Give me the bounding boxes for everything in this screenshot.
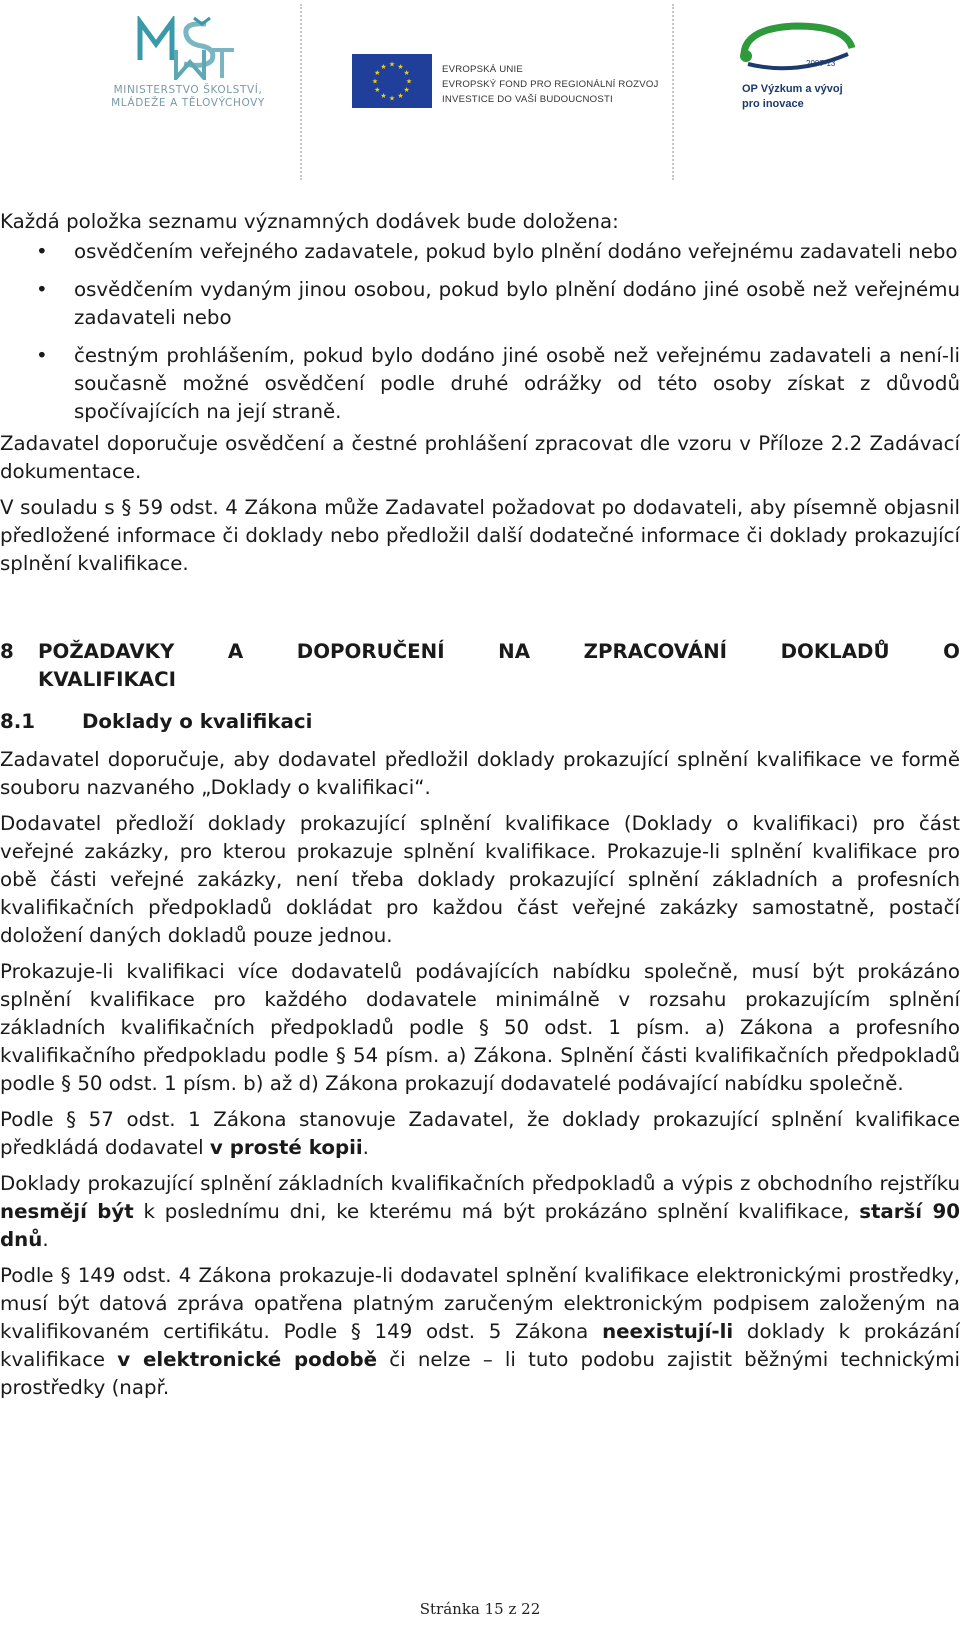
eu-star-icon: ★	[403, 69, 410, 77]
op-vavpi-logo	[736, 18, 860, 118]
eu-star-icon: ★	[374, 69, 381, 77]
msmt-line-1: MINISTERSTVO ŠKOLSTVÍ,	[113, 84, 263, 96]
eu-line-1: EVROPSKÁ UNIE	[442, 64, 523, 75]
eu-line-3: INVESTICE DO VAŠÍ BUDOUCNOSTI	[442, 94, 613, 105]
section-heading-8	[0, 638, 960, 694]
paragraph: V souladu s § 59 odst. 4 Zákona může Zadavatel požadovat po dodavateli, aby písemně objasnil předložené informace či doklady nebo předložil další dodatečné informace či doklady prokazující splnění kvalifikace.	[0, 496, 960, 575]
list-item-text: osvědčením vydaným jinou osobou, pokud bylo plnění dodáno jiné osobě než veřejnému zadavateli nebo	[74, 278, 960, 329]
section-title-word: A	[227, 640, 244, 663]
eu-star-icon: ★	[397, 62, 404, 71]
paragraph	[0, 1262, 960, 1402]
text-run: .	[362, 1136, 369, 1159]
header-divider	[300, 4, 302, 180]
text-run: či nelze – li tuto podobu zajistit běžnými technickými prostředky (např.	[0, 1348, 960, 1399]
paragraph: Prokazuje-li kvalifikaci více dodavatelů podávajících nabídku společně, musí být prokázáno splnění kvalifikace pro každého dodavatele minimálně v rozsahu prokazujícím splnění základních kvalifikačních předpokladů podle § 50 odst. 1 písm. a) Zákona a profesního kvalifikačního předpokladu podle § 54 písm. a) Zákona. Splnění části kvalifikačních předpokladů podle § 50 odst. 1 písm. b) až d) Zákona prokazují dodavatelé podávající nabídku společně.	[0, 960, 960, 1095]
subsection-heading-8-1	[0, 708, 960, 736]
paragraph	[0, 1106, 960, 1162]
paragraph: Dodavatel předloží doklady prokazující splnění kvalifikace (Doklady o kvalifikaci) pro část veřejné zakázky, pro kterou prokazuje splnění kvalifikace. Prokazuje-li splnění kvalifikace pro obě části veřejné zakázky, není třeba doklady prokazující splnění základních a profesních kvalifikačních předpokladů dokládat pro každou část veřejné zakázky samostatně, postačí doložení daných dokladů pouze jednou.	[0, 812, 960, 947]
document-body	[0, 208, 960, 1410]
eu-star-icon: ★	[388, 60, 396, 69]
msmt-logo-text	[88, 84, 288, 110]
section-title-word: NA	[498, 640, 531, 663]
op-line-1: OP Výzkum a vývoj	[742, 83, 843, 95]
text-run: doklady k prokázání kvalifikace	[0, 1320, 960, 1371]
page-header	[0, 0, 960, 185]
emphasis: v prosté kopii	[209, 1136, 363, 1159]
emphasis: starší 90 dnů	[0, 1200, 960, 1251]
text-run: k poslednímu dni, ke kterému má být prokázáno splnění kvalifikace,	[133, 1200, 860, 1223]
eu-flag-icon	[352, 54, 432, 108]
op-logo-text	[742, 82, 866, 112]
op-swoosh-icon	[736, 18, 860, 78]
list-item-text: čestným prohlášením, pokud bylo dodáno jiné osobě než veřejnému zadavateli a není-li současně možné osvědčení podle druhé odrážky od této osoby získat z důvodů spočívajících na její straně.	[74, 344, 960, 423]
section-title-word: O	[943, 640, 960, 663]
subsection-number: 8.1	[0, 710, 36, 733]
emphasis: neexistují-li	[602, 1320, 734, 1343]
paragraph: Zadavatel doporučuje osvědčení a čestné prohlášení zpracovat dle vzoru v Příloze 2.2 Zadávací dokumentace.	[0, 432, 960, 483]
eu-logo-text	[442, 62, 659, 107]
text-run: Doklady prokazující splnění základních kvalifikačních předpokladů a výpis z obchodního rejstříku	[0, 1172, 960, 1195]
paragraph: Zadavatel doporučuje, aby dodavatel předložil doklady prokazující splnění kvalifikace ve formě souboru nazvaného „Doklady o kvalifikaci“.	[0, 748, 960, 799]
eu-star-icon: ★	[380, 62, 387, 71]
bullet-icon: •	[36, 240, 48, 263]
msmt-emblem	[136, 16, 236, 80]
eu-line-2: EVROPSKÝ FOND PRO REGIONÁLNÍ ROZVOJ	[442, 79, 659, 90]
list-item	[0, 342, 960, 426]
bullet-icon: •	[36, 344, 48, 367]
op-line-2: pro inovace	[742, 98, 804, 110]
text-run: Podle § 57 odst. 1 Zákona stanovuje Zadavatel, že doklady prokazující splnění kvalifikace předkládá dodavatel	[0, 1108, 960, 1159]
paragraph	[0, 1170, 960, 1254]
eu-star-icon: ★	[403, 86, 410, 94]
section-title-word: DOKLADŮ	[780, 640, 890, 663]
list-item	[0, 238, 960, 266]
list-item	[0, 276, 960, 332]
page-footer: Stránka 15 z 22	[419, 1600, 541, 1618]
section-number: 8	[0, 640, 14, 663]
eu-star-icon: ★	[374, 86, 381, 94]
bullet-icon: •	[36, 278, 48, 301]
section-title-word: ZPRACOVÁNÍ	[583, 640, 727, 663]
section-title-word: DOPORUČENÍ	[296, 640, 445, 663]
section-title-line	[0, 638, 960, 666]
eu-star-icon: ★	[371, 77, 379, 86]
text-run: .	[42, 1228, 49, 1251]
subsection-title: Doklady o kvalifikaci	[82, 710, 313, 733]
section-title-word: POŽADAVKY	[38, 640, 175, 663]
msmt-line-2: MLÁDEŽE A TĚLOVÝCHOVY	[111, 97, 265, 109]
msmt-logo	[88, 16, 288, 116]
bullet-list	[0, 238, 960, 426]
header-divider	[672, 4, 674, 180]
emphasis: v elektronické podobě	[117, 1348, 378, 1371]
section-title-continuation: KVALIFIKACI	[38, 668, 176, 691]
intro-text: Každá položka seznamu významných dodávek bude doložena:	[0, 210, 619, 233]
eu-logo	[352, 54, 682, 114]
text-run: Podle § 149 odst. 4 Zákona prokazuje-li dodavatel splnění kvalifikace elektronickými prostředky, musí být datová zpráva opatřena platným zaručeným elektronickým podpisem založeným na kvalifikovaném certifikátu. Podle § 149 odst. 5 Zákona	[0, 1264, 960, 1343]
eu-star-icon: ★	[388, 94, 396, 103]
list-item-text: osvědčením veřejného zadavatele, pokud bylo plnění dodáno veřejnému zadavateli nebo	[74, 240, 958, 263]
emphasis: nesmějí být	[0, 1200, 134, 1223]
eu-star-icon: ★	[405, 77, 413, 86]
eu-star-icon: ★	[397, 92, 404, 101]
eu-star-icon: ★	[380, 92, 387, 101]
op-year: 2007-13	[806, 59, 836, 68]
